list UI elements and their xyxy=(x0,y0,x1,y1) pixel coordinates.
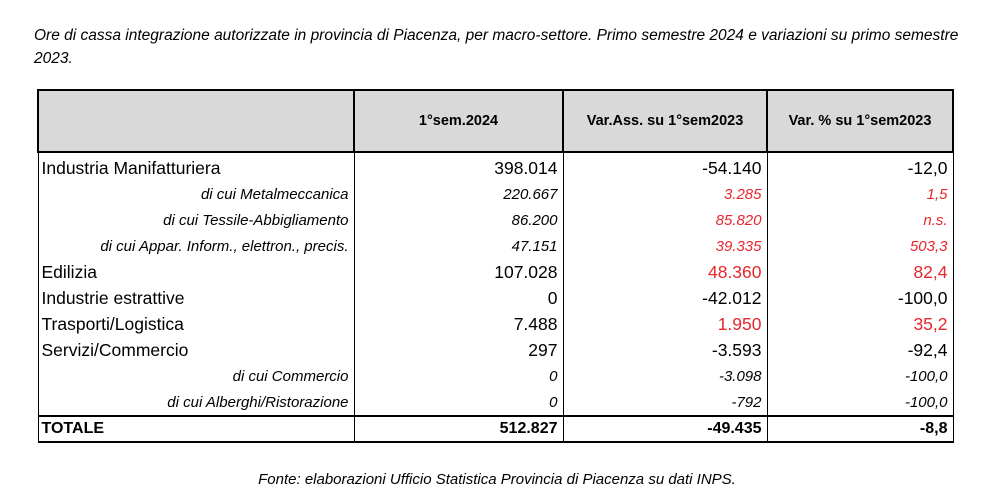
cell-var-pct: -12,0 xyxy=(767,152,953,181)
cell-var-ass: -54.140 xyxy=(563,152,767,181)
cell-var-pct: -100,0 xyxy=(767,285,953,311)
cell-var-ass: 85.820 xyxy=(563,207,767,233)
cell-var-ass: 48.360 xyxy=(563,259,767,285)
cig-hours-table xyxy=(37,89,954,443)
table-row xyxy=(38,337,953,363)
header-sector xyxy=(38,90,354,152)
cell-var-pct: -100,0 xyxy=(767,389,953,416)
cell-sem2024: 220.667 xyxy=(354,181,563,207)
row-label: di cui Tessile-Abbigliamento xyxy=(38,207,354,233)
total-label: TOTALE xyxy=(38,416,354,442)
cell-var-ass: 3.285 xyxy=(563,181,767,207)
cell-var-pct: 503,3 xyxy=(767,233,953,259)
cell-sem2024: 0 xyxy=(354,389,563,416)
row-label: Trasporti/Logistica xyxy=(38,311,354,337)
cell-sem2024: 7.488 xyxy=(354,311,563,337)
row-label: di cui Metalmeccanica xyxy=(38,181,354,207)
table-row xyxy=(38,389,953,416)
cell-sem2024: 398.014 xyxy=(354,152,563,181)
table-row xyxy=(38,152,953,181)
cell-var-pct: -92,4 xyxy=(767,337,953,363)
cell-var-ass: -3.593 xyxy=(563,337,767,363)
total-row xyxy=(38,416,953,442)
cell-var-pct: n.s. xyxy=(767,207,953,233)
cell-var-pct: 1,5 xyxy=(767,181,953,207)
row-label: di cui Alberghi/Ristorazione xyxy=(38,389,354,416)
table-row xyxy=(38,285,953,311)
table-row xyxy=(38,207,953,233)
cell-var-ass: -3.098 xyxy=(563,363,767,389)
table-caption: Ore di cassa integrazione autorizzate in provincia di Piacenza, per macro-settore. Primo semestre 2024 e variazioni su primo semestre 2023. xyxy=(34,27,959,67)
header-row xyxy=(38,90,953,152)
cell-var-ass: 1.950 xyxy=(563,311,767,337)
row-label: Servizi/Commercio xyxy=(38,337,354,363)
row-label: di cui Appar. Inform., elettron., precis. xyxy=(38,233,354,259)
table-row xyxy=(38,233,953,259)
row-label: Edilizia xyxy=(38,259,354,285)
table-row xyxy=(38,363,953,389)
cell-sem2024: 47.151 xyxy=(354,233,563,259)
cell-var-pct: -100,0 xyxy=(767,363,953,389)
row-label: Industria Manifatturiera xyxy=(38,152,354,181)
table-row xyxy=(38,259,953,285)
cell-var-ass: 39.335 xyxy=(563,233,767,259)
table-row xyxy=(38,181,953,207)
header-var-pct: Var. % su 1°sem2023 xyxy=(767,90,953,152)
cell-sem2024: 0 xyxy=(354,285,563,311)
cell-var-pct: 82,4 xyxy=(767,259,953,285)
total-var-pct: -8,8 xyxy=(767,416,953,442)
cell-var-ass: -792 xyxy=(563,389,767,416)
cell-var-ass: -42.012 xyxy=(563,285,767,311)
cell-sem2024: 0 xyxy=(354,363,563,389)
row-label: di cui Commercio xyxy=(38,363,354,389)
header-var-ass: Var.Ass. su 1°sem2023 xyxy=(563,90,767,152)
table-row xyxy=(38,311,953,337)
total-var-ass: -49.435 xyxy=(563,416,767,442)
header-sem2024: 1°sem.2024 xyxy=(354,90,563,152)
total-sem2024: 512.827 xyxy=(354,416,563,442)
cell-sem2024: 297 xyxy=(354,337,563,363)
cell-sem2024: 86.200 xyxy=(354,207,563,233)
cell-sem2024: 107.028 xyxy=(354,259,563,285)
source-note: Fonte: elaborazioni Ufficio Statistica Provincia di Piacenza su dati INPS. xyxy=(258,471,736,488)
row-label: Industrie estrattive xyxy=(38,285,354,311)
cell-var-pct: 35,2 xyxy=(767,311,953,337)
